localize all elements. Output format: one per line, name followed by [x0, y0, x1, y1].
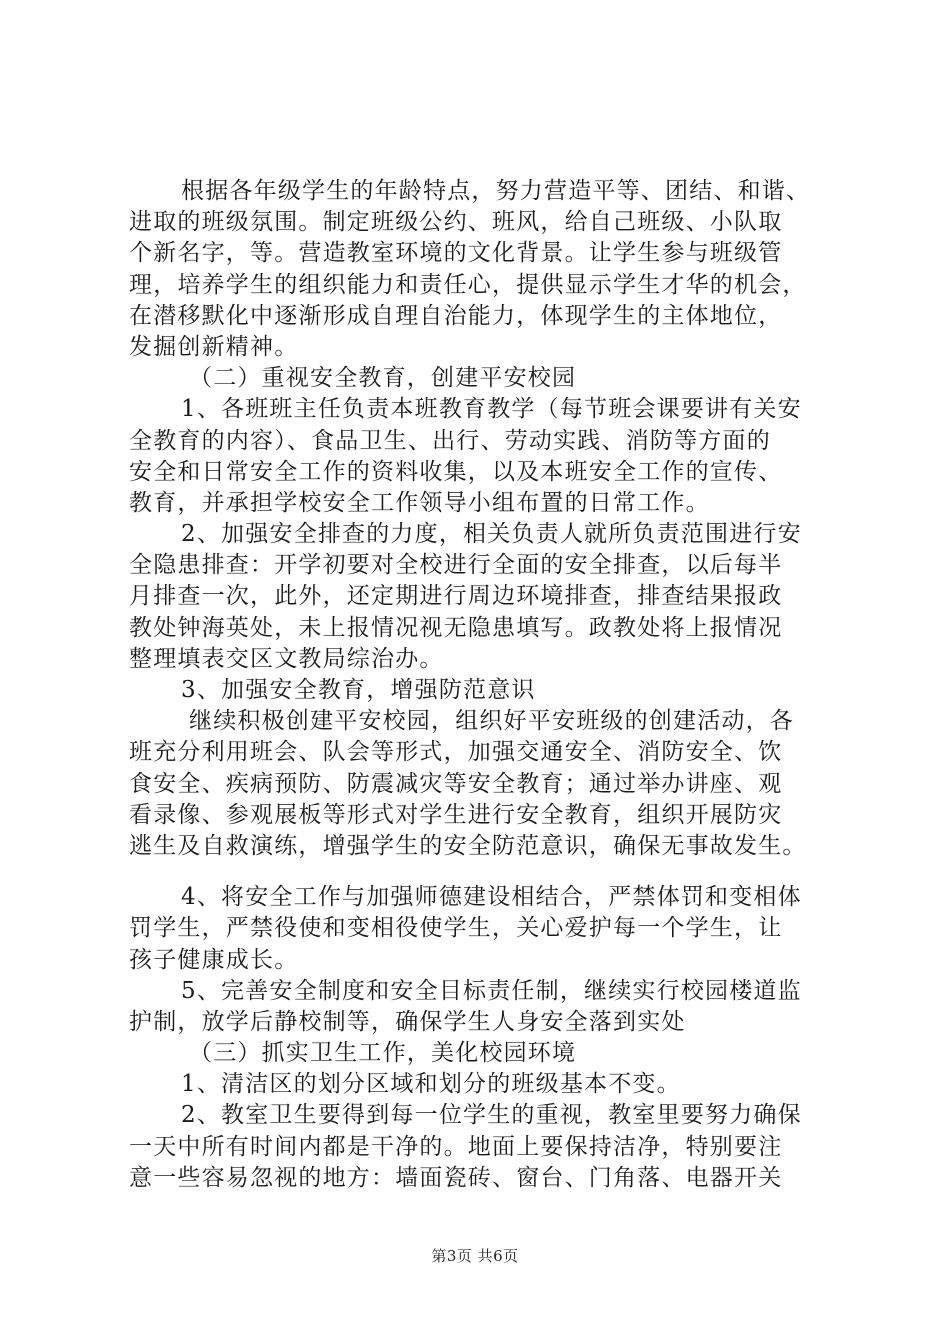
section-heading: （三）抓实卫生工作，美化校园环境	[189, 1040, 577, 1067]
paragraph-line: 罚学生，严禁役使和变相役使学生，关心爱护每一个学生，让	[129, 915, 783, 942]
paragraph-line: 1、清洁区的划分区域和划分的班级基本不变。	[181, 1071, 681, 1098]
paragraph-line: 整理填表交区文教局综治办。	[129, 645, 444, 672]
paragraph-line: 2、教室卫生要得到每一位学生的重视，教室里要努力确保	[181, 1102, 802, 1129]
paragraph-line: 1、各班班主任负责本班教育教学（每节班会课要讲有关安	[181, 396, 802, 423]
paragraph-line: 全隐患排查：开学初要对全校进行全面的安全排查，以后每半	[129, 552, 783, 579]
paragraph-line: 个新名字，等。营造教室环境的文化背景。让学生参与班级管	[129, 240, 783, 267]
paragraph-line: 理，培养学生的组织能力和责任心，提供显示学生才华的机会，	[129, 271, 807, 298]
page-number-footer: 第3页 共6页	[431, 1247, 519, 1265]
paragraph-line: 5、完善安全制度和安全目标责任制，继续实行校园楼道监	[181, 977, 802, 1004]
document-body	[129, 176, 829, 1194]
paragraph-line: 发掘创新精神。	[129, 333, 299, 360]
paragraph-line: 根据各年级学生的年龄特点，努力营造平等、团结、和谐、	[181, 178, 811, 204]
paragraph-line: 全教育的内容）、食品卫生、出行、劳动实践、消防等方面的	[129, 427, 771, 454]
paragraph-line: 继续积极创建平安校园，组织好平安班级的创建活动，各	[189, 708, 794, 735]
paragraph-line: 2、加强安全排查的力度，相关负责人就所负责范围进行安	[181, 521, 802, 548]
paragraph-line: 班充分利用班会、队会等形式，加强交通安全、消防安全、饮	[129, 739, 783, 766]
section-heading: （二）重视安全教育，创建平安校园	[189, 365, 577, 392]
paragraph-line: 在潜移默化中逐渐形成自理自治能力，体现学生的主体地位，	[129, 302, 783, 329]
paragraph-line: 护制，放学后静校制等，确保学生人身安全落到实处	[129, 1008, 686, 1035]
paragraph-line: 孩子健康成长。	[129, 946, 299, 973]
paragraph-line: 食安全、疾病预防、防震减灾等安全教育；通过举办讲座、观	[129, 770, 783, 797]
paragraph-line: 教处钟海英处，未上报情况视无隐患填写。政教处将上报情况	[129, 614, 783, 641]
paragraph-line: 月排查一次，此外，还定期进行周边环境排查，排查结果报政	[129, 583, 783, 610]
paragraph-line: 安全和日常安全工作的资料收集，以及本班安全工作的宣传、	[129, 458, 783, 485]
paragraph-line: 看录像、参观展板等形式对学生进行安全教育，组织开展防灾	[129, 801, 783, 828]
paragraph-line: 进取的班级氛围。制定班级公约、班风，给自己班级、小队取	[129, 209, 783, 236]
paragraph-line: 逃生及自救演练，增强学生的安全防范意识，确保无事故发生。	[129, 832, 807, 859]
paragraph-line: 教育，并承担学校安全工作领导小组布置的日常工作。	[129, 489, 710, 516]
paragraph-line: 4、将安全工作与加强师德建设相结合，严禁体罚和变相体	[181, 884, 802, 911]
paragraph-line: 意一些容易忽视的地方：墙面瓷砖、窗台、门角落、电器开关	[129, 1164, 783, 1191]
subsection-heading: 3、加强安全教育，增强防范意识	[181, 677, 536, 703]
paragraph-line: 一天中所有时间内都是干净的。地面上要保持洁净，特别要注	[129, 1133, 783, 1160]
paragraph-gap	[129, 862, 829, 882]
